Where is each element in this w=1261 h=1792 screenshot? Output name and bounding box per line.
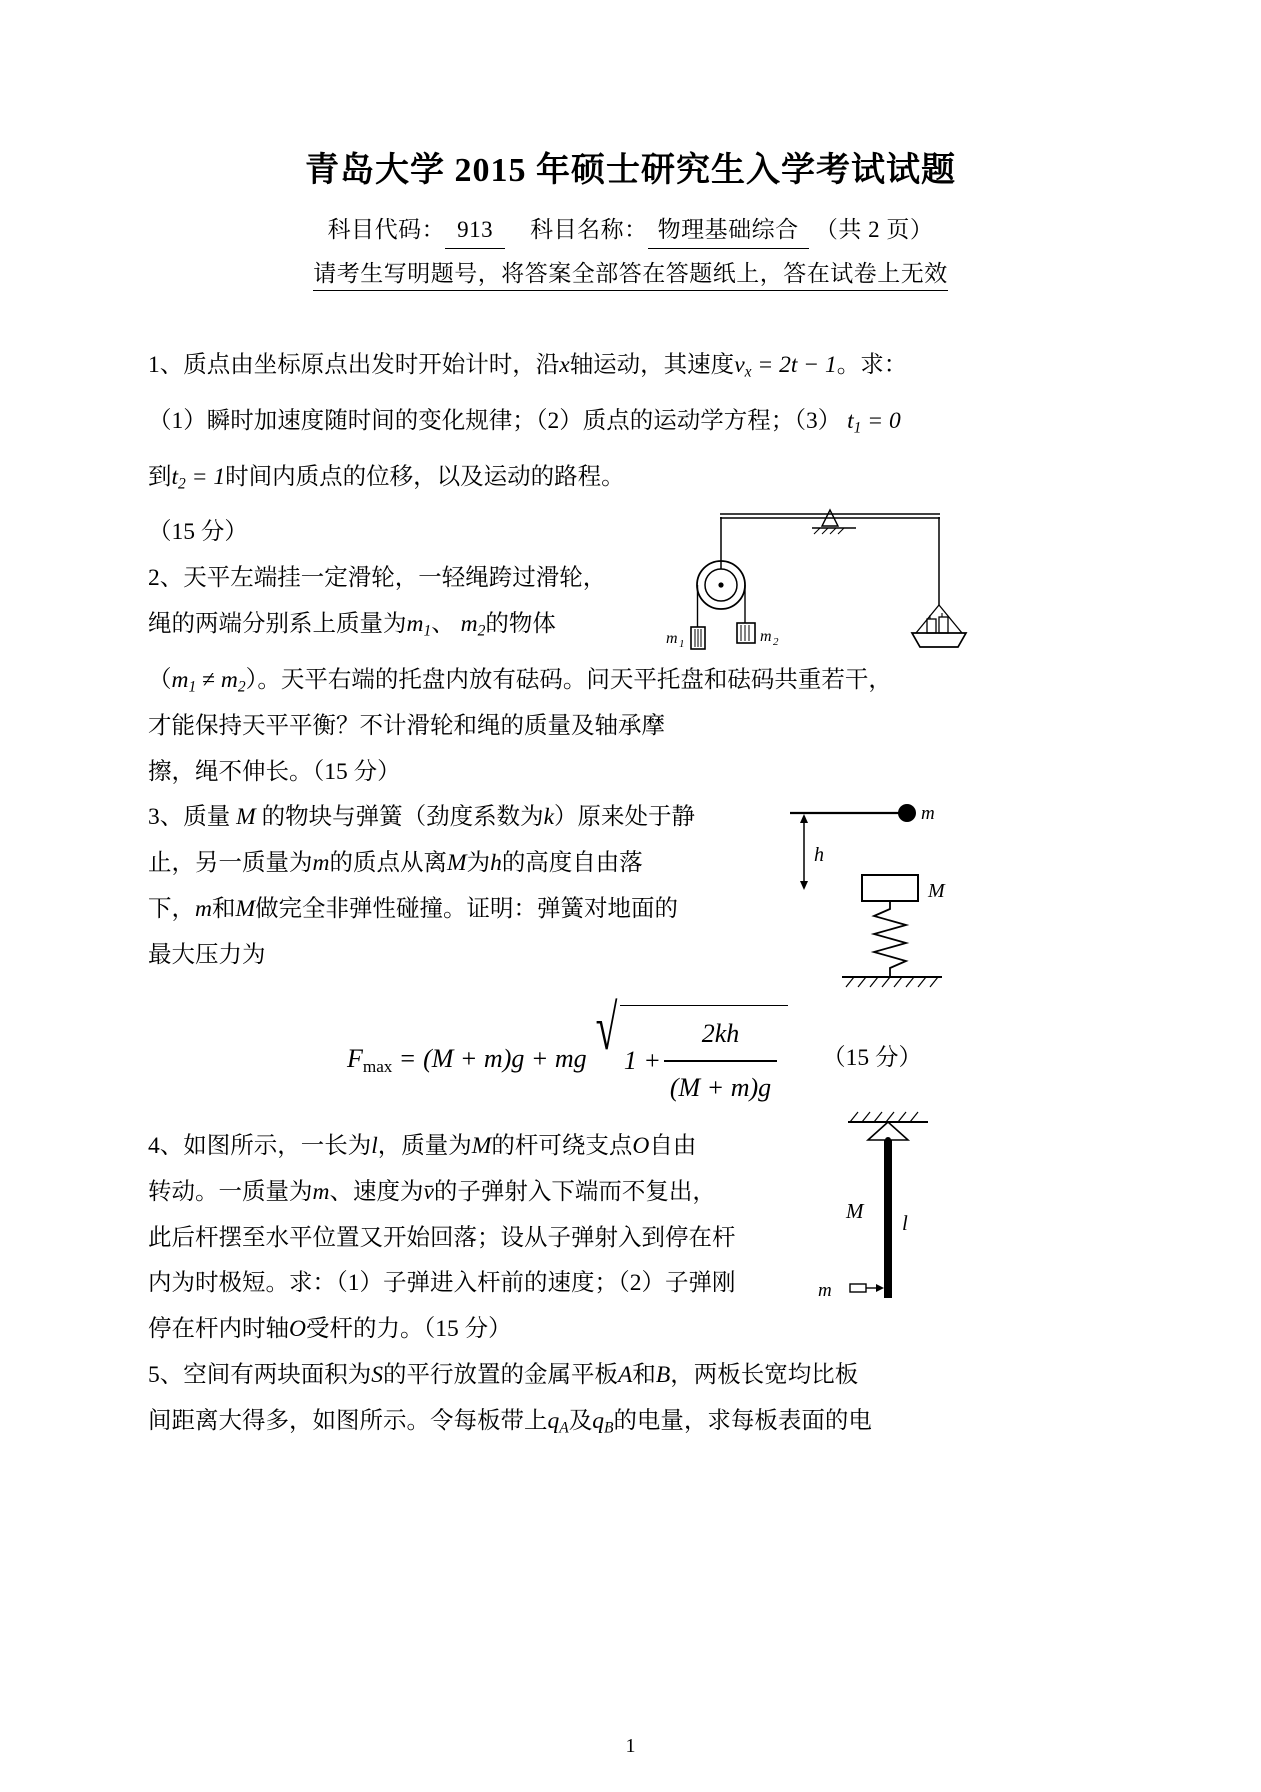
q3-formula (148, 991, 1121, 1114)
q2-var-m2-sub: 2 (477, 622, 486, 640)
q1-line-3 (148, 455, 1121, 501)
formula-F-sub: max (362, 1056, 393, 1076)
q4-var-M: M (471, 1132, 492, 1159)
q2-line3-a: （ (148, 666, 172, 693)
q1-var-t2-sub: 2 (178, 474, 186, 492)
figure-label-l: l (902, 1211, 908, 1235)
subject-name-value: 物理基础综合 (648, 213, 809, 250)
q5-line2-b: 及 (568, 1407, 593, 1434)
sqrt-icon: √ (595, 991, 618, 1063)
q3-line1-c: ）原来处于静 (554, 804, 696, 831)
figure-label-m1-sub: 1 (679, 638, 685, 650)
figure-label-m-falling: m (921, 803, 935, 824)
q5-var-B: B (655, 1362, 671, 1388)
q4-line1-a: 4、如图所示，一长为 (148, 1132, 372, 1159)
q3-var-m: m (312, 850, 330, 877)
q3-line2-c: 为 (466, 850, 491, 877)
formula-F: F (346, 1043, 363, 1073)
q3-var-h: h (490, 850, 502, 877)
q4-line1-b: ，质量为 (377, 1132, 472, 1159)
q4-var-O2: O (289, 1316, 306, 1343)
notice-line (0, 255, 1261, 291)
q3-var-m2: m (195, 895, 212, 922)
formula-fraction (664, 1009, 777, 1114)
q1-var-v: v (734, 352, 745, 378)
q4-line2-c: 的子弹射入下端而不复出， (433, 1178, 716, 1205)
formula-sqrt (589, 991, 788, 1114)
q3-line-4: 最大压力为 (148, 941, 266, 968)
q2-line-5: 擦，绳不伸长。（15 分） (148, 758, 401, 785)
q1-eq-v: = 2t − 1 (757, 352, 837, 378)
q3-line3-b: 和 (211, 895, 236, 922)
q5-var-A: A (618, 1362, 633, 1388)
q5-line2-c: 的电量，求每板表面的电 (613, 1407, 872, 1434)
q2-var-m1b-sub: 1 (188, 678, 197, 696)
q3-line1-b: 的物块与弹簧（劲度系数为 (261, 804, 544, 831)
figure-label-M-rod: M (846, 1199, 864, 1223)
q2-line-4: 才能保持天平平衡？不计滑轮和绳的质量及轴承摩 (148, 712, 665, 739)
figure-rod-bullet (808, 1108, 998, 1328)
rod-bullet-svg (808, 1108, 998, 1323)
figure-label-m1: m (666, 630, 678, 647)
q4-line1-c: 的杆可绕支点 (491, 1132, 633, 1159)
spring-block-svg (782, 795, 1022, 1010)
q1-line2-text: （1）瞬时加速度随时间的变化规律；（2）质点的运动学方程；（3） (148, 407, 842, 434)
pages-note: （共 2 页） (814, 216, 934, 242)
q5-line-1 (148, 1353, 1121, 1399)
q1-score: （15 分） (148, 519, 248, 546)
figure-label-m-bullet: m (818, 1280, 832, 1301)
q2-line2-b: 、 (431, 611, 455, 638)
q1-var-t1: t (847, 407, 854, 434)
q5-line1-c: 和 (632, 1362, 656, 1388)
q2-var-m1: m (406, 611, 424, 638)
q3-line2-b: 的质点从离 (329, 850, 447, 877)
q3-var-k: k (543, 804, 555, 831)
q5-var-qB-sub: B (603, 1419, 614, 1437)
questions-body (0, 343, 1261, 1445)
q1-text-a: 1、质点由坐标原点出发时开始计时，沿 (148, 352, 560, 378)
subject-name-label: 科目名称： (530, 216, 648, 242)
q2-ne-sign: ≠ (202, 666, 216, 693)
q1-eq-t1: = 0 (867, 407, 901, 434)
q3-line2-a: 止，另一质量为 (148, 850, 313, 877)
q2-line-1: 2、天平左端挂一定滑轮，一轻绳跨过滑轮， (148, 565, 607, 592)
q2-line2-a: 绳的两端分别系上质量为 (148, 611, 407, 638)
formula-fmax (346, 991, 923, 1114)
q5-var-qA-sub: A (559, 1419, 569, 1437)
q2-var-m2: m (460, 611, 478, 638)
q5-line-2 (148, 1399, 1121, 1445)
figure-label-m2: m (760, 628, 772, 645)
q4-line2-b: 、速度为 (329, 1178, 424, 1205)
q1-line-1 (148, 343, 1121, 389)
sqrt-radicand (620, 1005, 788, 1114)
q5-line1-d: ，两板长宽均比板 (670, 1362, 859, 1388)
notice-text: 请考生写明题号，将答案全部答在答题纸上，答在试卷上无效 (313, 255, 948, 291)
q4-var-m: m (312, 1178, 330, 1205)
formula-equals: = (400, 1043, 416, 1073)
q4-line-3: 此后杆摆至水平位置又开始回落；设从子弹射入到停在杆 (148, 1224, 736, 1251)
q1-line-2 (148, 399, 1121, 445)
q1-var-x: x (559, 352, 570, 378)
q3-line3-a: 下， (148, 895, 195, 922)
figure-label-m2-sub: 2 (773, 636, 779, 648)
figure-label-M-block: M (928, 880, 945, 902)
q3-var-M3: M (235, 895, 256, 922)
q3-score: （15 分） (822, 1045, 923, 1072)
q1-text-b: 轴运动，其速度 (569, 352, 735, 378)
q4-var-O: O (632, 1132, 650, 1159)
q5-var-qA: q (547, 1407, 560, 1434)
q5-line1-b: 的平行放置的金属平板 (383, 1362, 618, 1388)
page-number: 1 (625, 1735, 636, 1757)
q4-line1-d: 自由 (649, 1132, 697, 1159)
q3-line3-c: 做完全非弹性碰撞。证明：弹簧对地面的 (255, 895, 679, 922)
q1-text-c: 。求： (836, 352, 908, 378)
q2-line3-b: ）。天平右端的托盘内放有砝码。问天平托盘和砝码共重若干， (245, 666, 892, 693)
q2-var-m1-sub: 1 (423, 622, 432, 640)
formula-frac-num: 2kh (701, 1018, 740, 1048)
formula-term1: (M + m)g + mg (423, 1043, 587, 1073)
formula-radicand-lead: 1 + (623, 1045, 661, 1075)
q1-line3-a: 到 (148, 463, 172, 490)
q1-var-v-sub: x (744, 363, 752, 381)
q3-var-M: M (236, 804, 256, 831)
q2-line2-c: 的物体 (485, 611, 556, 638)
q5-line2-a: 间距离大得多，如图所示。令每板带上 (148, 1407, 548, 1434)
q3-line2-d: 的高度自由落 (501, 850, 643, 877)
figure-spring-block (782, 795, 1022, 1015)
q1-var-t1-sub: 1 (853, 419, 862, 437)
q4-line5-b: 受杆的力。（15 分） (305, 1316, 512, 1343)
figure-balance-pulley (666, 505, 990, 660)
formula-frac-den: (M + m)g (664, 1060, 777, 1114)
q3-var-M2: M (446, 850, 467, 877)
q1-line3-b: 时间内质点的位移，以及运动的路程。 (225, 463, 625, 490)
balance-pulley-svg (666, 505, 990, 655)
q5-var-S: S (371, 1362, 383, 1388)
page-title: 青岛大学 2015 年硕士研究生入学考试试题 (305, 152, 956, 189)
subject-code-value: 913 (445, 213, 505, 250)
question-5 (148, 1353, 1121, 1445)
subject-line (0, 213, 1261, 250)
subject-code-label: 科目代码： (327, 216, 446, 242)
q2-line-3 (148, 658, 1121, 704)
q1-var-t2: t (171, 463, 179, 490)
q2-var-m2b: m (220, 666, 238, 693)
q4-line5-a: 停在杆内时轴 (148, 1316, 289, 1343)
q2-var-m2b-sub: 2 (237, 678, 246, 696)
q4-var-l: l (371, 1132, 378, 1159)
q5-var-qB: q (592, 1407, 604, 1434)
q4-line-4: 内为时极短。求：（1）子弹进入杆前的速度；（2）子弹刚 (148, 1270, 736, 1297)
q4-line2-a: 转动。一质量为 (148, 1178, 313, 1205)
figure-label-h: h (814, 844, 824, 866)
q3-line1-a: 3、质量 (148, 804, 231, 831)
q5-line1-a: 5、空间有两块面积为 (148, 1362, 372, 1388)
q4-var-v: v̄ (423, 1178, 434, 1205)
q1-eq-t2: = 1 (191, 463, 226, 490)
q2-var-m1b: m (171, 666, 189, 693)
